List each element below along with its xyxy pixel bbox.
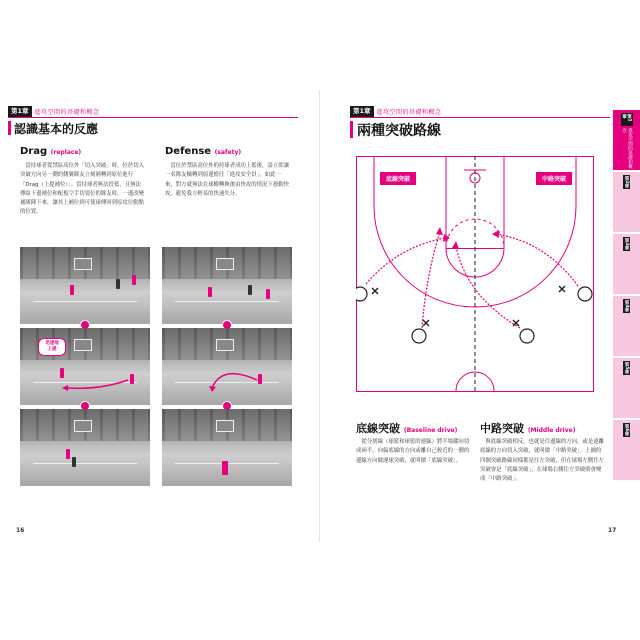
chapter-tab-label: 進攻空間的基礎和概念 [621, 128, 633, 169]
court-label-baseline: 底線突破 [380, 172, 416, 185]
chapter-title: 進攻空間的基礎和概念 [376, 108, 442, 116]
chapter-tab-3[interactable] [613, 234, 640, 294]
chapter-tab-num: 第4章 [624, 300, 629, 313]
drag-title [20, 146, 81, 157]
chapter-title: 進攻空間的基礎和概念 [34, 108, 100, 116]
section-bar [350, 121, 353, 138]
player-figure [222, 461, 228, 475]
defense-title [165, 146, 241, 157]
run-arrow [162, 328, 292, 405]
player-figure [132, 275, 136, 285]
middle-title-text: 中路突破 [480, 422, 524, 435]
defense-photo-2 [162, 328, 292, 405]
drag-title-en: (replace) [50, 149, 82, 156]
defense-body: 當位於禁區高位外的持球者成功上籃後，請立即讓一名隊友輪轉到弱邊擔任「進攻安全員」。如此一來，對方就無法在球權轉換後由快攻的情況下發動快攻，避免我方輕易的快速失分。 [165, 163, 289, 197]
baseline-title-text: 底線突破 [356, 422, 400, 435]
drag-photo-1 [20, 247, 150, 324]
chapter-tab-num: 第5章 [624, 362, 629, 375]
right-page [320, 90, 640, 542]
court-diagram [356, 156, 594, 392]
court-label-middle: 中路突破 [536, 172, 572, 185]
left-page [0, 90, 320, 542]
chapter-tabs [613, 110, 640, 482]
chapter-tab-6[interactable] [613, 420, 640, 480]
player-figure [66, 449, 70, 459]
baseline-body: 從分割線（球籃和球籃的連線）將半場縱向切成兩半，向偏底線的方向或離自己較近的一側的邊線方向做運球突破，就叫做「底線突破」。 [356, 439, 470, 464]
player-figure [266, 289, 270, 299]
chapter-tab-num: 第3章 [624, 238, 629, 251]
chapter-tab-4[interactable] [613, 296, 640, 356]
chapter-tab-1[interactable] [613, 110, 640, 170]
chapter-header [8, 106, 100, 116]
chapter-tab-num: 第2章 [624, 176, 629, 189]
defense-title-text: Defense [165, 146, 212, 157]
defense-title-en: (safety) [214, 149, 242, 156]
chapter-tab-2[interactable] [613, 172, 640, 232]
player-figure [116, 279, 120, 289]
chapter-header [350, 106, 442, 116]
page-number: 17 [608, 527, 617, 534]
player-figure [248, 285, 252, 295]
player-figure [72, 457, 76, 467]
page-number: 16 [16, 527, 25, 534]
chapter-tab-5[interactable] [613, 358, 640, 418]
defense-photo-1 [162, 247, 292, 324]
section-title: 認識基本的反應 [14, 122, 99, 136]
chapter-tab-num: 第1章 [621, 113, 633, 126]
chapter-tag: 第1章 [8, 106, 32, 117]
chapter-tab-num: 第6章 [624, 424, 629, 437]
header-rule [350, 117, 610, 118]
header-rule [8, 117, 298, 118]
baseline-title [356, 420, 457, 436]
middle-title-en: (Middle drive) [527, 427, 576, 434]
defense-photo-3 [162, 409, 292, 486]
baseline-title-en: (Baseline drive) [403, 427, 458, 434]
drag-photo-3 [20, 409, 150, 486]
chapter-tag: 第1章 [350, 106, 374, 117]
section-title: 兩種突破路線 [357, 123, 441, 139]
drag-body: 當持球者從禁區高位外「切入突破」時，位於切入突破方向另一側的側翼隊友立刻補轉到原位進行「Drag（上提補位）」。當持球者無法投籃，且無法傳給下邊補位和配板空手切要位的隊友時，一邊改變補隊陣下來，讓其上補位到可使球傳回到原攻位動點的位置。 [20, 163, 144, 216]
half-court [356, 156, 594, 392]
middle-title [480, 420, 575, 436]
player-figure [208, 287, 212, 297]
player-figure [70, 285, 74, 295]
drag-title-text: Drag [20, 146, 48, 157]
middle-body: 與底線突破相反，也就是往邊線的方向，或是遠離底線的方向切入突破，就叫做「中路突破」。上圖的四個突破路線同樣都是往左突破，但在球場左側往左突破會是「底線突破」，在球場右側往左突破則會變成「中路突破」。 [480, 439, 604, 483]
section-bar [8, 121, 11, 135]
speech-bubble: 迅速地 上提 [38, 338, 66, 356]
